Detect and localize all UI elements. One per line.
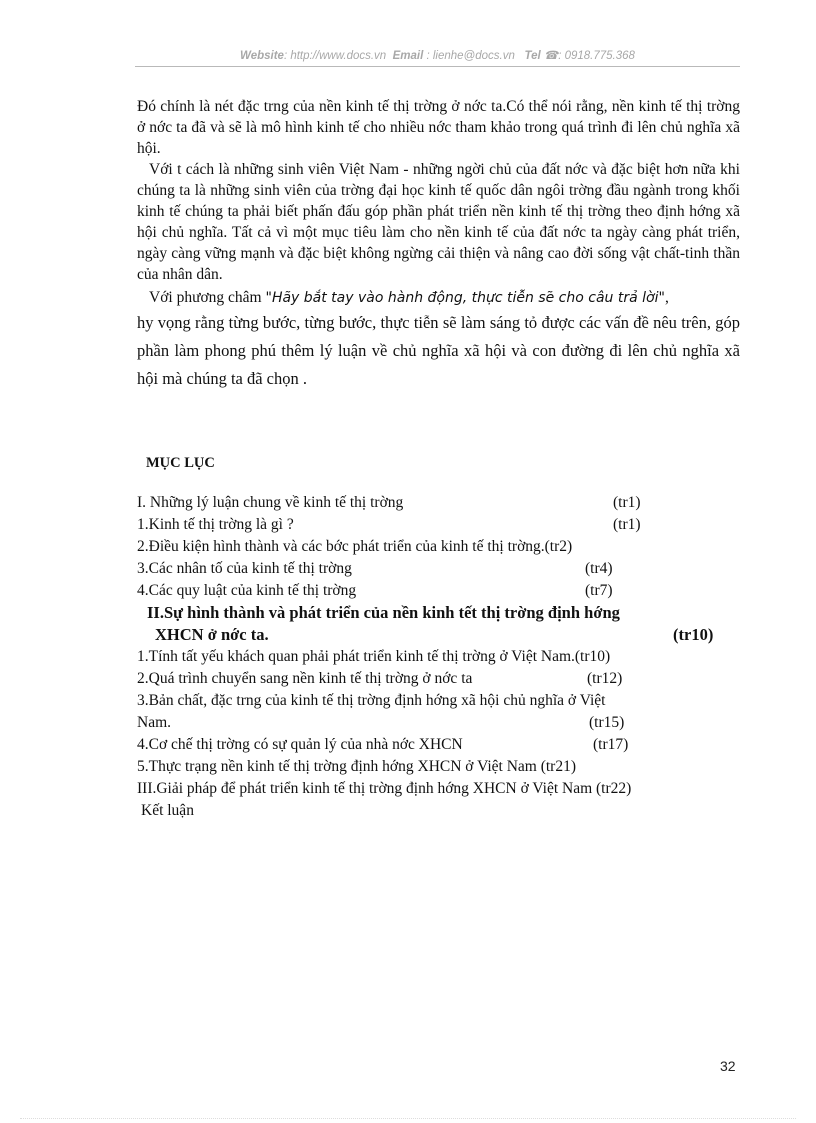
page-header [135,46,740,67]
toc-item: Kết luận [141,802,194,819]
toc-item: 4.Các quy luật của kinh tế thị trờng (tr7) [137,582,613,599]
toc-section-heading: XHCN ở nớc ta. (tr10) [155,625,714,644]
toc-item: 5.Thực trạng nền kinh tế thị trờng định hớng XHCN ở Việt Nam (tr21) [137,758,577,775]
page-number: 32 [720,1058,736,1074]
motto-quote: "Hãy bắt tay vào hành động, thực tiễn sẽ cho câu trả lời" [265,290,665,306]
toc-section-heading: II.Sự hình thành và phát triển của nền kinh tết thị trờng định hớng [147,603,620,622]
toc-item: 3.Các nhân tố của kinh tế thị trờng (tr4) [137,560,613,577]
body-text [137,96,740,393]
paragraph-3-end: , [664,289,669,306]
toc-item: Nam. (tr15) [137,714,625,731]
toc-item: I. Những lý luận chung về kinh tế thị trờng (tr1) [137,494,641,511]
website-url[interactable]: : http://www.docs.vn [283,50,387,62]
paragraph-3-start: Với phương châm [149,289,266,306]
footer-divider [20,1118,796,1119]
tel-value: ☎: 0918.775.368 [543,50,635,62]
toc-item: 2.Quá trình chuyển sang nền kinh tế thị trờng ở nớc ta (tr12) [137,670,623,687]
toc-item: 3.Bản chất, đặc trng của kinh tế thị trờng định hớng xã hội chủ nghĩa ở Việt [137,692,606,709]
toc-item: III.Giải pháp để phát triển kinh tế thị trờng định hớng XHCN ở Việt Nam (tr22) [137,780,632,797]
paragraph-2: Với t cách là những sinh viên Việt Nam - những ngời chủ của đất nớc và đặc biệt hơn nữa khi chúng ta là những sinh viên của trờng đại học kinh tế quốc dân ngôi trờng đầu ngành trong khối kinh tế chúng ta phải biết phấn đấu góp phần phát triển nền kinh tế thị trờng theo định hớng xã hội chủ nghĩa. Tất cả vì một mục tiêu làm cho nền kinh tế của đất nớc ta ngày càng phát triển, ngày càng vững mạnh và đặc biệt không ngừng cải thiện và nâng cao đời sống vật chất-tinh thần của nhân dân. [137,161,740,283]
website-label: Website [240,50,284,62]
toc-item: 4.Cơ chế thị trờng có sự quản lý của nhà nớc XHCN (tr17) [137,736,629,753]
email-value[interactable]: : lienhe@docs.vn [423,50,515,62]
toc-item: 2.Điều kiện hình thành và các bớc phát triển của kinh tế thị trờng.(tr2) [137,538,573,555]
paragraph-4: hy vọng rằng từng bước, từng bước, thực tiễn sẽ làm sáng tỏ được các vấn đề nêu trên, góp phần làm phong phú thêm lý luận về chủ nghĩa xã hội và con đường đi lên chủ nghĩa xã hội mà chúng ta đã chọn . [137,313,740,388]
table-of-contents [137,492,759,822]
toc-title: MỤC LỤC [146,455,215,471]
toc-item: 1.Tính tất yếu khách quan phải phát triển kinh tế thị trờng ở Việt Nam.(tr10) [137,648,611,665]
email-label: Email [392,50,424,62]
toc-item: 1.Kinh tế thị trờng là gì ? (tr1) [137,516,641,533]
paragraph-1: Đó chính là nét đặc trng của nền kinh tế thị trờng ở nớc ta.Có thể nói rằng, nền kinh tế thị trờng ở nớc ta đã và sẽ là mô hình kinh tế cho nhiều nớc tham khảo trong quá trình đi lên chủ nghĩa xã hội. [137,98,740,157]
paragraph-3 [137,287,740,309]
tel-label: Tel [524,50,541,62]
